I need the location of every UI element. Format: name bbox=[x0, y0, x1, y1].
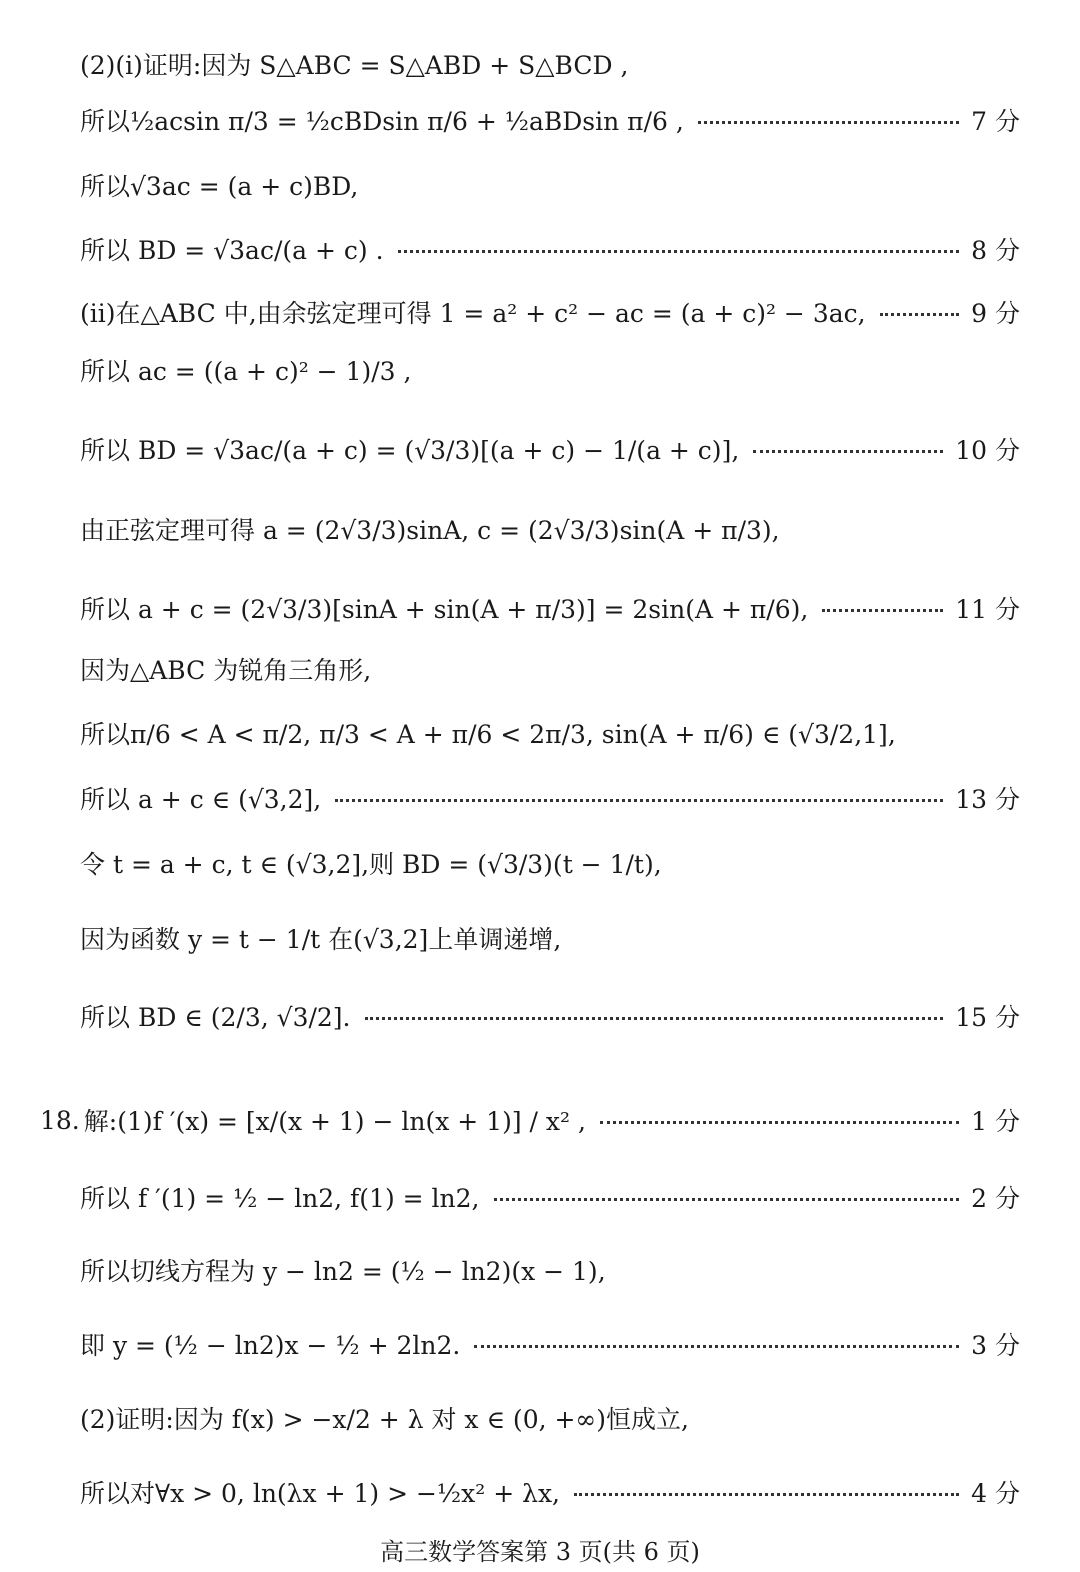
leader-dots bbox=[335, 799, 943, 802]
answer-line bbox=[80, 431, 1020, 467]
leader-dots bbox=[600, 1121, 959, 1124]
answer-line bbox=[80, 998, 1020, 1034]
answer-line bbox=[80, 1326, 1020, 1362]
answer-line bbox=[80, 780, 1020, 816]
answer-line bbox=[80, 46, 1020, 82]
line-text: 即 y = (½ − ln2)x − ½ + 2ln2. bbox=[80, 1331, 461, 1360]
answer-line bbox=[80, 352, 1020, 388]
answer-line bbox=[80, 511, 1020, 547]
score-label: 15 分 bbox=[955, 1003, 1020, 1032]
answer-line bbox=[80, 590, 1020, 626]
line-text: 所以对∀x > 0, ln(λx + 1) > −½x² + λx, bbox=[80, 1479, 560, 1508]
line-text: 所以 BD ∈ (2/3, √3/2]. bbox=[80, 1003, 351, 1032]
line-text: 因为函数 y = t − 1/t 在(√3,2]上单调递增, bbox=[80, 925, 562, 954]
line-text: (ⅱ)在△ABC 中,由余弦定理可得 1 = a² + c² − ac = (a + c)² − 3ac, bbox=[80, 299, 866, 328]
leader-dots bbox=[698, 121, 959, 124]
line-text: 因为△ABC 为锐角三角形, bbox=[80, 656, 372, 685]
answer-line bbox=[80, 167, 1020, 203]
leader-dots bbox=[494, 1198, 960, 1201]
line-text: (2)(ⅰ)证明:因为 S△ABC = S△ABD + S△BCD , bbox=[80, 51, 629, 80]
score-label: 13 分 bbox=[955, 785, 1020, 814]
line-text: 所以 ac = ((a + c)² − 1)/3 , bbox=[80, 357, 412, 386]
leader-dots bbox=[398, 250, 960, 253]
leader-dots bbox=[365, 1017, 944, 1020]
score-label: 9 分 bbox=[971, 299, 1020, 328]
page-footer: 高三数学答案第 3 页(共 6 页) bbox=[380, 1538, 700, 1566]
line-text: 所以√3ac = (a + c)BD, bbox=[80, 172, 359, 201]
answer-line bbox=[80, 1252, 1020, 1288]
answer-line bbox=[80, 1400, 1020, 1436]
line-text: 所以 BD = √3ac/(a + c) . bbox=[80, 236, 384, 265]
answer-line bbox=[80, 1179, 1020, 1215]
answer-line bbox=[80, 102, 1020, 138]
score-label: 11 分 bbox=[955, 595, 1020, 624]
answer-line bbox=[40, 1102, 1020, 1138]
leader-dots bbox=[574, 1493, 959, 1496]
line-text: 所以½acsin π/3 = ½cBDsin π/6 + ½aBDsin π/6 , bbox=[80, 107, 684, 136]
line-text: 所以 BD = √3ac/(a + c) = (√3/3)[(a + c) − 1/(a + c)], bbox=[80, 436, 740, 465]
line-text: 所以 a + c = (2√3/3)[sinA + sin(A + π/3)] = 2sin(A + π/6), bbox=[80, 595, 809, 624]
line-text: 由正弦定理可得 a = (2√3/3)sinA, c = (2√3/3)sin(A + π/3), bbox=[80, 516, 780, 545]
leader-dots bbox=[474, 1345, 959, 1348]
answer-line bbox=[80, 845, 1020, 881]
leader-dots bbox=[753, 450, 943, 453]
line-text: 所以π/6 < A < π/2, π/3 < A + π/6 < 2π/3, sin(A + π/6) ∈ (√3/2,1], bbox=[80, 720, 896, 749]
score-label: 3 分 bbox=[971, 1331, 1020, 1360]
answer-line bbox=[80, 920, 1020, 956]
answer-line bbox=[80, 715, 1020, 751]
line-text: 所以切线方程为 y − ln2 = (½ − ln2)(x − 1), bbox=[80, 1257, 606, 1286]
score-label: 4 分 bbox=[971, 1479, 1020, 1508]
line-text: (2)证明:因为 f(x) > −x/2 + λ 对 x ∈ (0, +∞)恒成立, bbox=[80, 1405, 689, 1434]
line-text: 令 t = a + c, t ∈ (√3,2],则 BD = (√3/3)(t − 1/t), bbox=[80, 850, 662, 879]
line-text: 所以 f ′(1) = ½ − ln2, f(1) = ln2, bbox=[80, 1184, 480, 1213]
line-text: 解:(1)f ′(x) = [x/(x + 1) − ln(x + 1)] / x² , bbox=[83, 1107, 586, 1136]
score-label: 7 分 bbox=[971, 107, 1020, 136]
score-label: 1 分 bbox=[971, 1107, 1020, 1136]
leader-dots bbox=[822, 609, 943, 612]
score-label: 8 分 bbox=[971, 236, 1020, 265]
problem-number: 18. bbox=[40, 1105, 80, 1135]
answer-line bbox=[80, 1474, 1020, 1510]
answer-line bbox=[80, 294, 1020, 330]
score-label: 2 分 bbox=[971, 1184, 1020, 1213]
answer-line bbox=[80, 651, 1020, 687]
line-text: 所以 a + c ∈ (√3,2], bbox=[80, 785, 322, 814]
score-label: 10 分 bbox=[955, 436, 1020, 465]
leader-dots bbox=[880, 313, 960, 316]
answer-line bbox=[80, 231, 1020, 267]
